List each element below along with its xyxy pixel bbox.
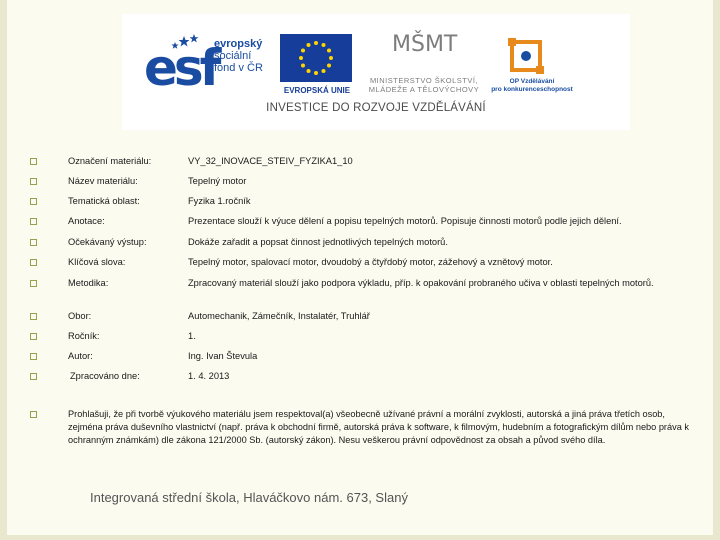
bullet-icon [30,411,37,418]
msmt-logo: MŠMT [392,32,458,57]
op-caption-line2: pro konkurenceschopnost [491,86,573,93]
right-decor-bar [713,0,720,540]
esf-caption [214,38,284,74]
esf-logo [144,34,272,96]
item-value: Tepelný motor [188,176,247,186]
left-decor-bar [0,0,7,540]
item-label: Klíčová slova: [68,257,126,267]
item-value: Dokáže zařadit a popsat činnost jednotlivých tepelných motorů. [188,237,448,247]
item-label: Obor: [68,311,92,321]
bullet-icon [30,333,37,340]
item-value: Tepelný motor, spalovací motor, dvoudobý a čtyřdobý motor, zážehový a vznětový motor. [188,257,553,267]
item-label: Označení materiálu: [68,156,152,166]
copyright-statement: Prohlašuji, že při tvorbě výukového materiálu jsem respektoval(a) všeobecně užívané právní a morální zvyklosti, autorská a jiná práva třetích osob, zejména práva duševního vlastnictví (např. práva k obchodní firmě, autorská práva k software, k filmovým, hudebním a fotografickým dílům nebo práva k ochranným známkám) dle zákona 121/2000 Sb. (autorský zákon). Nesu veškerou právní odpovědnost za obsah a původ svého díla. [68,409,689,445]
item-value: 1. 4. 2013 [188,371,230,381]
eu-flag-icon [280,34,352,82]
item-value: VY_32_INOVACE_STEIV_FYZIKA1_10 [188,156,353,166]
footer-school-address: Integrovaná střední škola, Hlaváčkovo nám. 673, Slaný [90,490,408,505]
bullet-icon [30,158,37,165]
bottom-decor-bar [0,535,720,540]
msmt-caption-line2: MLÁDEŽE A TĚLOVÝCHOVY [368,85,480,94]
item-label: Anotace: [68,216,105,226]
item-label: Název materiálu: [68,176,138,186]
banner-tagline: INVESTICE DO ROZVOJE VZDĚLÁVÁNÍ [266,102,486,114]
bullet-icon [30,178,37,185]
item-label: Očekávaný výstup: [68,237,147,247]
bullet-icon [30,373,37,380]
bullet-icon [30,218,37,225]
item-label: Tematická oblast: [68,196,140,206]
esf-caption-line3: fond v ČR [214,62,263,74]
item-value: Ing. Ivan Števula [188,351,258,361]
item-label: Zpracováno dne: [70,371,140,381]
logo-banner [122,14,630,130]
op-logo-icon [506,36,546,76]
item-label: Autor: [68,351,93,361]
esf-caption-line1: evropský [214,38,263,50]
esf-letters: esf [144,39,218,97]
msmt-caption [354,76,494,94]
esf-caption-line2: sociální [214,50,252,62]
bullet-icon [30,280,37,287]
bullet-icon [30,353,37,360]
item-value: Zpracovaný materiál slouží jako podpora výkladu, příp. k opakování probraného učiva v oblasti tepelných motorů. [188,278,654,288]
bullet-icon [30,259,37,266]
item-value: Fyzika 1.ročník [188,196,251,206]
op-caption [484,78,580,94]
msmt-caption-line1: MINISTERSTVO ŠKOLSTVÍ, [369,76,479,85]
item-value: Automechanik, Zámečník, Instalatér, Truhlář [188,311,370,321]
bullet-icon [30,239,37,246]
item-label: Metodika: [68,278,109,288]
item-label: Ročník: [68,331,100,341]
bullet-icon [30,313,37,320]
bullet-icon [30,198,37,205]
item-value: 1. [188,331,196,341]
op-caption-line1: OP Vzdělávání [509,78,555,85]
eu-caption: EVROPSKÁ UNIE [283,86,351,95]
item-value: Prezentace slouží k výuce dělení a popisu tepelných motorů. Popisuje činnosti motorů podle jejich dělení. [188,216,622,226]
